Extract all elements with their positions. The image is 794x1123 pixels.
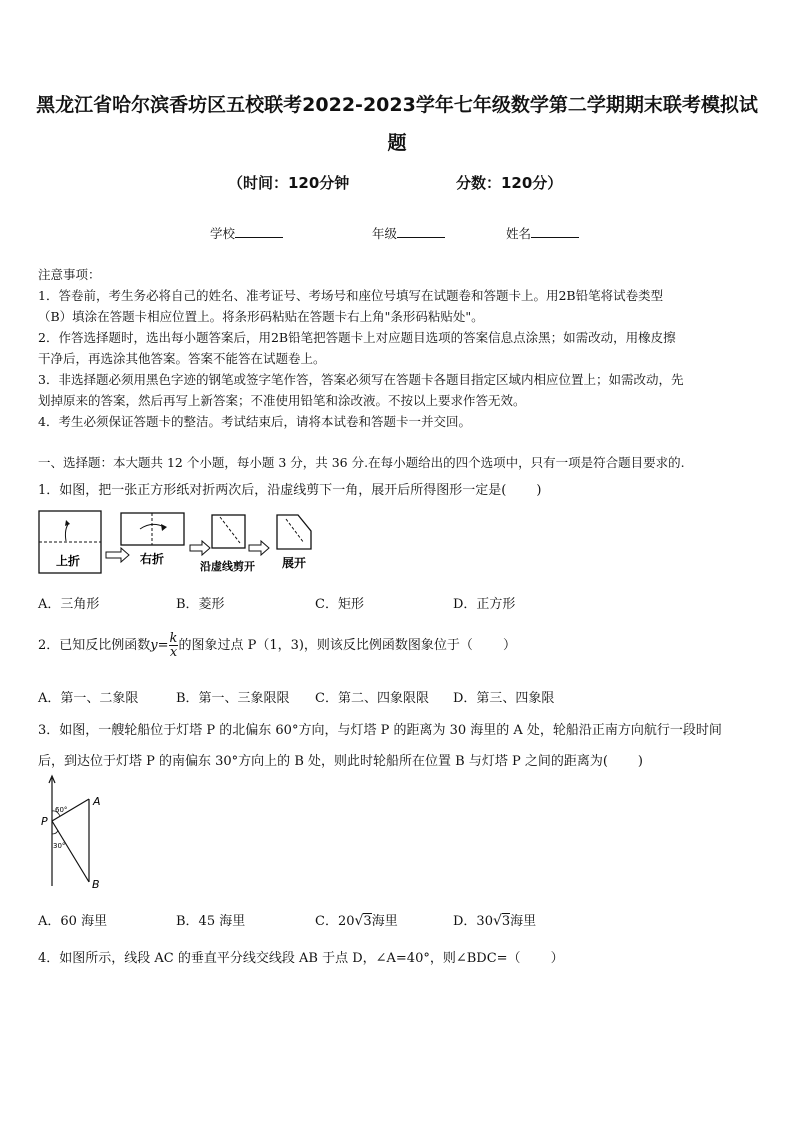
question-2-post: 的图象过点 P（1，3)，则该反比例函数图象位于（ (178, 638, 473, 653)
sqrt-icon: √ (354, 913, 364, 929)
note-line: 4．考生必须保证答题卡的整洁。考试结束后，请将本试卷和答题卡一并交回。 (38, 414, 471, 429)
school-field (210, 224, 283, 242)
section-heading: 一、选择题：本大题共 12 个小题，每小题 3 分，共 36 分.在每小题给出的四个选项中，只有一项是符合题目要求的. (38, 455, 685, 470)
q2-fraction (169, 632, 179, 659)
sqrt-icon: √ (492, 913, 502, 929)
grade-field (372, 224, 445, 242)
note-line: 划掉原来的答案，然后再写上新答案；不准使用铅笔和涂改液。不按以上要求作答无效。 (38, 393, 526, 408)
angle-60-label: 60° (55, 806, 68, 814)
point-a-label: A (93, 795, 101, 808)
point-b-label: B (92, 878, 100, 891)
question-4 (38, 947, 564, 966)
q2-option-a[interactable]: A．第一、二象限 (38, 691, 139, 706)
note-line: （B）填涂在答题卡相应位置上。将条形码粘贴在答题卡右上角"条形码粘贴处"。 (38, 309, 484, 324)
page-title: 黑龙江省哈尔滨香坊区五校联考2022-2023学年七年级数学第二学期期末联考模拟试 (36, 94, 758, 116)
q2-denominator: x (169, 645, 178, 660)
question-3-close: ) (637, 754, 643, 769)
question-3-line2 (38, 750, 643, 769)
q1-option-d[interactable]: D．正方形 (453, 597, 516, 612)
q3-option-c-pre: C．20 (315, 914, 355, 929)
q3-option-c-unit: 海里 (371, 914, 398, 929)
q3-option-c-radicand: 3 (363, 914, 372, 929)
q3-option-d-unit: 海里 (510, 914, 537, 929)
angle-30-label: 30° (53, 842, 66, 850)
question-2 (38, 631, 516, 661)
q2-option-c[interactable]: C．第二、四象限限 (315, 691, 429, 706)
fig-label-unfold: 展开 (282, 556, 307, 570)
q2-option-d[interactable]: D．第三、四象限 (453, 691, 555, 706)
q2-option-b[interactable]: B．第一、三象限限 (176, 691, 290, 706)
q3-option-d-radicand: 3 (501, 914, 511, 929)
q2-y: y (150, 638, 158, 653)
question-1-close: ) (536, 483, 542, 498)
q1-option-b[interactable]: B．菱形 (176, 597, 225, 612)
name-field (506, 224, 579, 242)
fig-label-cut: 沿虚线剪开 (200, 560, 255, 573)
q1-option-a[interactable]: A．三角形 (38, 597, 100, 612)
exam-score: 分数：120分） (456, 174, 563, 192)
point-p-label: P (41, 815, 48, 828)
exam-time: （时间：120分钟 (228, 174, 350, 192)
paper-folding-figure (36, 505, 326, 583)
note-line: 1．答卷前，考生务必将自己的姓名、准考证号、考场号和座位号填写在试题卷和答题卡上。用2B铅笔将试卷类型 (38, 288, 664, 303)
question-2-pre: 2．已知反比例函数 (38, 638, 151, 653)
question-1-text: 1．如图，把一张正方形纸对折两次后，沿虚线剪下一角，展开后所得图形一定是( (38, 483, 507, 498)
name-label: 姓名 (506, 226, 532, 241)
q3-option-b[interactable]: B．45 海里 (176, 914, 246, 929)
question-2-close: ） (502, 638, 516, 653)
page-title-continued: 题 (387, 132, 407, 154)
q2-eq: = (157, 638, 169, 653)
note-line: 3．非选择题必须用黑色字迹的钢笔或签字笔作答，答案必须写在答题卡各题目指定区域内相应位置上；如需改动，先 (38, 372, 684, 387)
notes-heading: 注意事项： (38, 267, 101, 282)
fig-label-fold-up: 上折 (56, 554, 81, 568)
note-line: 干净后，再选涂其他答案。答案不能答在试题卷上。 (38, 351, 326, 366)
question-4-text: 4．如图所示，线段 AC 的垂直平分线交线段 AB 于点 D，∠A=40°，则∠BDC=（ (38, 951, 521, 966)
q1-option-c[interactable]: C．矩形 (315, 597, 364, 612)
q3-option-a[interactable]: A．60 海里 (38, 914, 108, 929)
question-1 (38, 479, 541, 498)
school-blank (235, 225, 283, 238)
q3-option-c[interactable] (315, 910, 398, 929)
note-line: 2．作答选择题时，选出每小题答案后，用2B铅笔把答题卡上对应题目选项的答案信息点涂黑；如需改动，用橡皮擦 (38, 330, 676, 345)
q2-numerator: k (169, 631, 178, 646)
q3-option-d[interactable] (453, 910, 536, 929)
fig-label-fold-right: 右折 (140, 552, 165, 566)
question-3-line1: 3．如图，一艘轮船位于灯塔 P 的北偏东 60°方向，与灯塔 P 的距离为 30 海里的 A 处，轮船沿正南方向航行一段时间 (38, 723, 722, 738)
lighthouse-figure (38, 774, 118, 896)
grade-blank (397, 225, 445, 238)
grade-label: 年级 (372, 226, 398, 241)
q3-option-d-pre: D．30 (453, 914, 493, 929)
question-4-close: ） (550, 951, 564, 966)
school-label: 学校 (210, 226, 236, 241)
question-3-text: 后，到达位于灯塔 P 的南偏东 30°方向上的 B 处，则此时轮船所在位置 B 与灯塔 P 之间的距离为( (38, 754, 608, 769)
name-blank (531, 225, 579, 238)
